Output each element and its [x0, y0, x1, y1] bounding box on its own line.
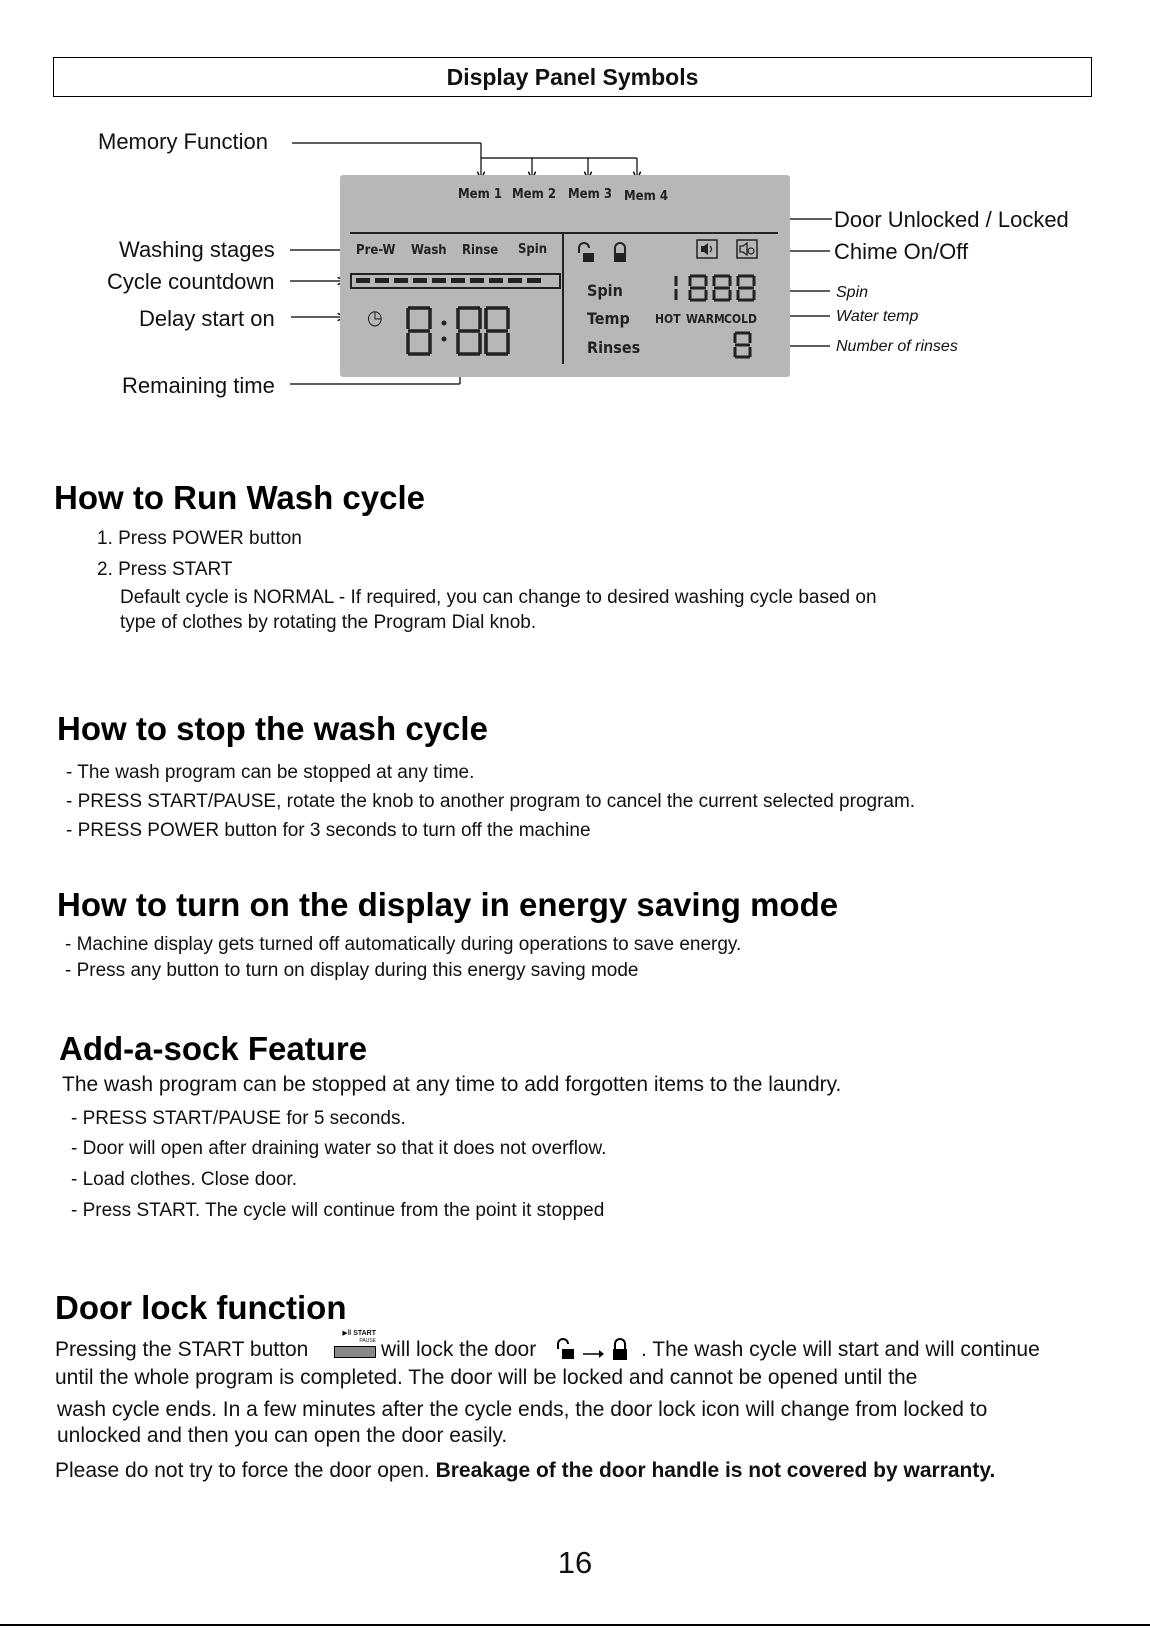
section-title-run: How to Run Wash cycle	[54, 479, 425, 516]
rinses-callout: Number of rinses	[836, 338, 958, 355]
lcd-spin-label: Spin	[587, 281, 623, 300]
lcd-rinses-label: Rinses	[587, 338, 641, 357]
sock-line-4: - Press START. The cycle will continue from the point it stopped	[71, 1200, 605, 1221]
mem3-indicator: Mem 3	[568, 187, 612, 202]
run-note-2: type of clothes by rotating the Program Dial knob.	[120, 612, 537, 633]
stage-wash: Wash	[411, 243, 447, 258]
start-icon-label: START	[353, 1330, 376, 1337]
door-lock-icons	[575, 241, 635, 265]
sock-line-3: - Load clothes. Close door.	[71, 1169, 298, 1190]
cycle-countdown-label: Cycle countdown	[107, 269, 275, 294]
door-para-3: wash cycle ends. In a few minutes after the cycle ends, the door lock icon will change from locked to	[57, 1398, 988, 1421]
cycle-countdown-bar	[350, 273, 561, 289]
stage-prew: Pre-W	[356, 243, 396, 258]
bottom-rule	[0, 1624, 1150, 1626]
run-step-2: 2. Press START	[97, 559, 233, 580]
start-pause-button-icon: ▶‖ START PAUSE	[334, 1330, 376, 1360]
door-para-1c: . The wash cycle will start and will continue	[641, 1338, 1040, 1361]
page-number: 16	[557, 1545, 593, 1580]
washing-stages-label: Washing stages	[119, 237, 275, 262]
rinse-digit	[732, 330, 754, 360]
page-title: Display Panel Symbols	[53, 57, 1092, 97]
chime-label: Chime On/Off	[834, 239, 969, 264]
chime-icons	[695, 238, 765, 262]
memory-function-label: Memory Function	[98, 129, 268, 154]
door-warranty-text: Breakage of the door handle is not covered by warranty.	[435, 1459, 996, 1482]
spin-digits	[670, 273, 760, 303]
mem4-indicator: Mem 4	[624, 189, 668, 204]
run-note-1: Default cycle is NORMAL - If required, you can change to desired washing cycle based on	[120, 587, 877, 608]
sock-line-2: - Door will open after draining water so that it does not overflow.	[71, 1138, 607, 1159]
door-lock-label: Door Unlocked / Locked	[834, 207, 1069, 232]
mem1-indicator: Mem 1	[458, 187, 502, 202]
section-title-stop: How to stop the wash cycle	[57, 710, 488, 747]
energy-line-2: - Press any button to turn on display during this energy saving mode	[65, 960, 639, 981]
section-title-energy: How to turn on the display in energy saving mode	[57, 886, 839, 923]
door-warning-text: Please do not try to force the door open.	[55, 1459, 436, 1482]
lock-transition-icons	[555, 1336, 639, 1362]
door-para-1a: Pressing the START button	[55, 1338, 309, 1361]
mem2-indicator: Mem 2	[512, 187, 556, 202]
remaining-time-label: Remaining time	[122, 373, 275, 398]
stop-line-2: - PRESS START/PAUSE, rotate the knob to another program to cancel the current selected program.	[66, 791, 916, 812]
remaining-time-digits	[404, 305, 510, 357]
door-para-1b: will lock the door	[381, 1338, 537, 1361]
lcd-temp-label: Temp	[587, 309, 630, 328]
door-para-2: until the whole program is completed. The door will be locked and cannot be opened until the	[55, 1366, 918, 1389]
sock-intro: The wash program can be stopped at any time to add forgotten items to the laundry.	[62, 1073, 842, 1096]
lcd-divider-vertical	[562, 234, 564, 364]
run-step-1: 1. Press POWER button	[97, 528, 302, 549]
stop-line-1: - The wash program can be stopped at any time.	[66, 762, 475, 783]
pause-icon-label: PAUSE	[359, 1338, 376, 1344]
water-temp-callout: Water temp	[836, 308, 919, 325]
stage-rinse: Rinse	[462, 243, 499, 258]
temp-hot: HOT	[655, 312, 681, 326]
stage-spin: Spin	[518, 242, 548, 257]
temp-cold: COLD	[724, 312, 757, 326]
clock-icon: ◷	[367, 305, 383, 329]
lcd-display-panel	[340, 175, 790, 377]
section-title-door: Door lock function	[55, 1289, 347, 1326]
delay-start-label: Delay start on	[139, 306, 275, 331]
stop-line-3: - PRESS POWER button for 3 seconds to turn off the machine	[66, 820, 591, 841]
energy-line-1: - Machine display gets turned off automatically during operations to save energy.	[65, 934, 742, 955]
sock-line-1: - PRESS START/PAUSE for 5 seconds.	[71, 1108, 406, 1129]
door-para-4: unlocked and then you can open the door easily.	[57, 1424, 508, 1447]
spin-callout: Spin	[836, 284, 869, 301]
lcd-divider-horizontal	[350, 232, 778, 234]
section-title-sock: Add-a-sock Feature	[59, 1030, 368, 1067]
door-para-5	[55, 1459, 995, 1483]
temp-warm: WARM	[686, 312, 725, 326]
